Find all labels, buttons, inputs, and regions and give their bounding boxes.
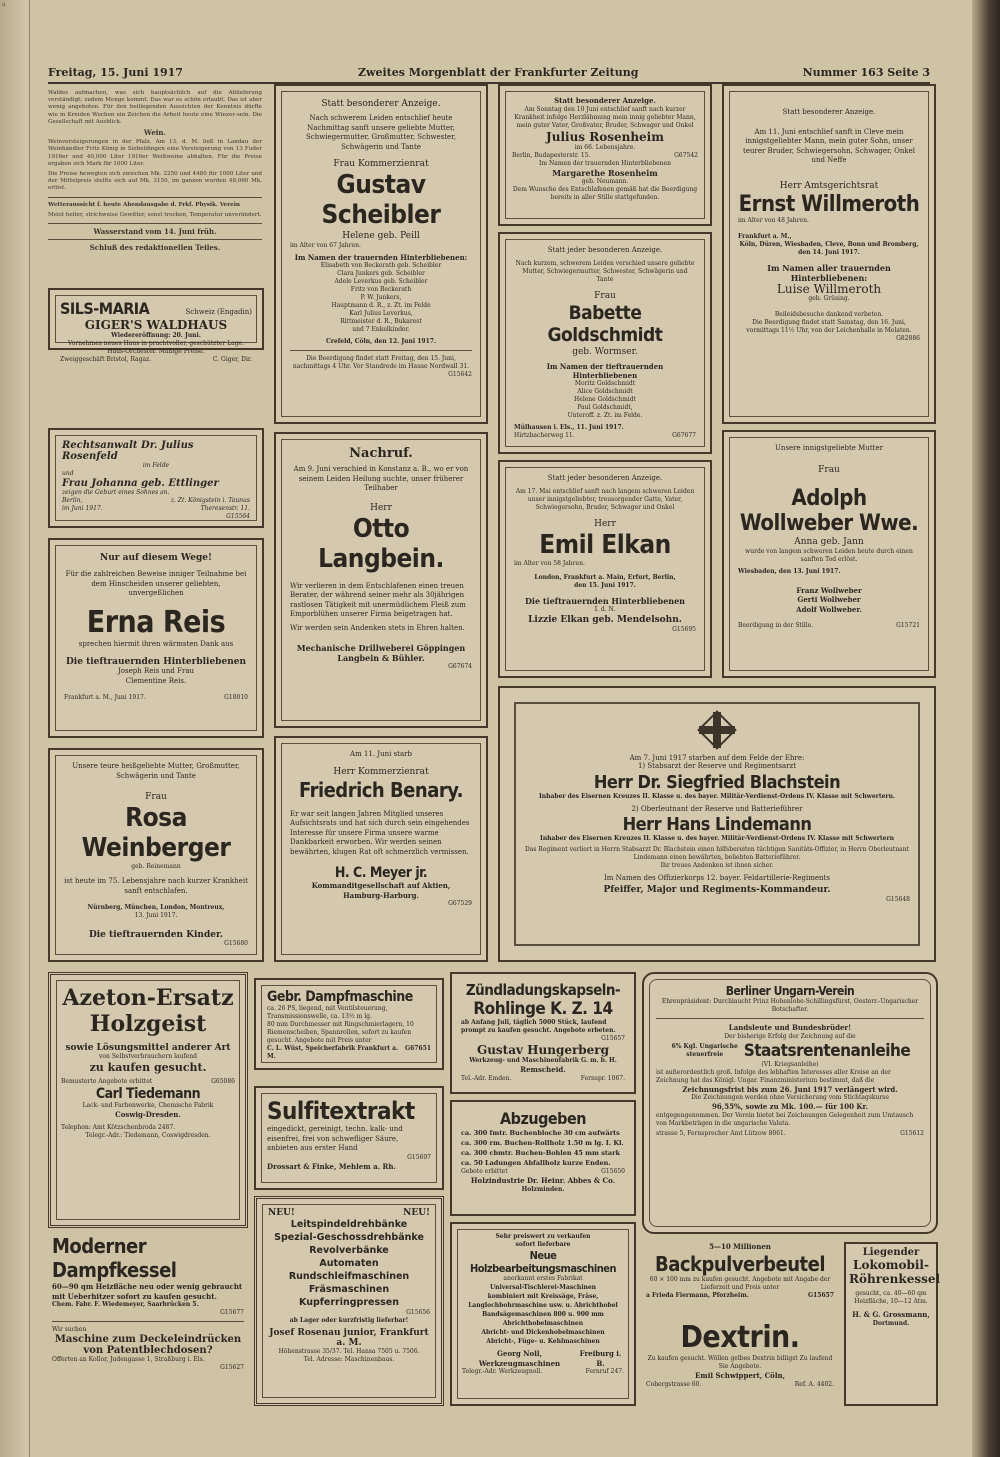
mother-name: Frau Johanna geb. Ettlinger: [62, 478, 219, 489]
thanks-text: sprechen hiermit ihren wärmsten Dank aus: [78, 639, 234, 648]
ad-text: 60—90 qm Heizfläche neu oder wenig gebraucht mit Ueberhitzer sofort zu kaufen gesucht.: [52, 1282, 243, 1301]
signature-note: I. d. N.: [594, 605, 616, 613]
place: Frankfurt a. M.,: [738, 232, 792, 240]
ad-code: G15612: [900, 1129, 924, 1137]
hotel-name: GIGER'S WALDHAUS: [84, 318, 228, 332]
ad-code: G15721: [896, 622, 920, 629]
editorial-column: [48, 90, 262, 254]
deceased-name: Gustav Scheibler: [321, 170, 441, 230]
owner: C. Giger, Dir.: [212, 356, 252, 363]
loan-name: Staatsrentenanleihe: [743, 1040, 911, 1061]
ad-ungarn-verein: [642, 972, 938, 1234]
iron-cross-icon: [697, 710, 737, 750]
ad-code: G67542: [674, 151, 698, 159]
firm-city: Hamburg-Harburg.: [343, 890, 419, 900]
signer: Moritz Goldschmidt: [574, 379, 636, 387]
telephone: Telephon: Amt Kötzschenbroda 2487.: [61, 1123, 176, 1131]
date: 13. Juni 1917.: [134, 912, 178, 919]
list-item: ca. 300 rm. Buchen-Rollholz 1.50 m lg. I. Kl.: [461, 1139, 624, 1147]
places: Nürnberg, München, London, Montreux,: [87, 904, 225, 911]
signature-heading: Im Namen der trauernden Hinterbliebenen: [539, 159, 671, 167]
rank: 2) Oberleutnant der Reserve und Batterieführer: [631, 804, 803, 813]
ad-code: G65086: [211, 1078, 235, 1085]
firm-name: H. & G. Grossmann,: [852, 1310, 930, 1319]
list-item: Automaten: [319, 1258, 379, 1269]
list-item: Leitspindeldrehbänke: [290, 1219, 408, 1230]
new-badge: NEU!: [268, 1208, 295, 1218]
ad-obituary-scheibler: [274, 84, 488, 424]
ad-code: G15677: [220, 1309, 244, 1316]
list-item: Bandsägemaschinen 800 u. 900 mm: [482, 1311, 604, 1318]
editorial-end-note: Schluß des redaktionellen Teiles.: [89, 243, 221, 253]
ad-title: Liegender: [862, 1247, 920, 1258]
street: Hirtzbacherweg 11.: [514, 431, 575, 439]
ad-code: G67677: [672, 431, 696, 439]
ad-zuendladung: [450, 972, 636, 1094]
note: ab Lager oder kurzfristig lieferbar!: [289, 1317, 409, 1324]
maiden-name: geb. Neumann.: [581, 177, 629, 185]
ad-text: entgegengenommen. Der Verein bietet bei Zeichnungen Gelegenheit zum Umtausch von Markbeträgen in die ungarische Valuta.: [656, 1111, 914, 1127]
place: Berlin,: [62, 497, 83, 504]
places: Köln, Düren, Wiesbaden, Cleve, Bonn und Bromberg, den 14. Juni 1917.: [739, 240, 919, 256]
ad-heading: Statt besonderer Anzeige.: [782, 108, 876, 116]
widow-name: Luise Willmeroth: [776, 281, 882, 296]
ad-text: gesucht, ca. 40—60 qm Heizfläche, 10—12 Atm.: [854, 1290, 928, 1305]
father-note: im Felde: [142, 462, 170, 469]
firm-name: Emil Schwippert, Cöln,: [694, 1371, 786, 1380]
list-item: Universal-Tischlerei-Maschinen: [489, 1284, 597, 1291]
signature-heading: Im Namen der tieftrauernden Hinterbliebenen: [546, 361, 664, 380]
firm-name: Drossart & Finke, Mehlem a. Rh.: [267, 1161, 396, 1171]
firm-name: Mechanische Drillweberei Göppingen: [296, 643, 466, 653]
ad-intro: Unsere innigstgeliebte Mutter: [775, 444, 883, 452]
list-item: Abricht-, Füge- u. Kehlmaschinen: [486, 1338, 600, 1345]
age: im Alter von 48 Jahren.: [738, 216, 809, 224]
ad-heading: Statt besonderer Anzeige.: [321, 99, 441, 109]
signer: Fritz von Beckerath: [350, 286, 412, 293]
deceased-name: Otto Langbein.: [318, 513, 444, 574]
address: Offerten an Kollor, Judengasse 1, Straßburg i. Els.: [52, 1356, 205, 1363]
firm-name: Josef Rosenau junior, Frankfurt a. M.: [269, 1328, 429, 1348]
ad-lokomobil: [844, 1242, 941, 1406]
age: im Alter von 58 Jahren.: [514, 559, 585, 567]
place-date: Crefeld, Cöln, den 12. Juni 1917.: [325, 338, 437, 345]
maiden-name: Anna geb. Jann: [794, 536, 864, 547]
ad-dextrin: [642, 1318, 838, 1406]
ad-text: ist heute im 75. Lebensjahre nach kurzer Krankheit sanft entschlafen.: [64, 877, 248, 895]
signer-note: Hauptmann d. R., z. Zt. im Felde: [331, 302, 431, 309]
signer-note: Unteroff. z. Zt. im Felde.: [567, 411, 643, 419]
ad-title: Zündladungskapseln-: [465, 981, 621, 999]
editorial-paragraph: Die Preise bewegten sich zwischen Mk. 2250 und 4480 für 1000 Liter und der Mittelpreis stellte sich auf Mk. 3150, im ganzen wurden 48,060 Mk. erlöst.: [48, 171, 262, 192]
note: Dem Wunsche des Entschlafenen gemäß hat die Beerdigung bereits in aller Stille stattgefunden.: [512, 185, 698, 201]
telephone: Fernspr. 1067.: [580, 1074, 625, 1082]
deceased-name: Friedrich Benary.: [299, 777, 463, 802]
firm-name: Holzindustrie Dr. Heinr. Abbes & Co.: [470, 1176, 616, 1185]
ad-dampfmaschine: [254, 978, 444, 1070]
ad-obituary-elkan: [498, 460, 712, 678]
place2: z. Zt. Königstein i. Taunus: [170, 497, 250, 504]
offer: Bemusterte Angebote erbittet: [61, 1078, 153, 1085]
deceased-name: Babette Goldschmidt: [547, 301, 663, 346]
signer: P. W. Junkers,: [360, 294, 402, 301]
funeral-info: Beerdigung in der Stille.: [738, 622, 814, 629]
signer: Karl Julius Leverkus,: [349, 310, 413, 317]
ad-holzbearbeitung: [450, 1222, 636, 1406]
firm-name: a Frieda Fiermann, Pforzheim.: [646, 1291, 749, 1299]
widow-name: Lizzie Elkan geb. Mendelsohn.: [528, 614, 682, 625]
hotel-description: Vornehmes neues Haus in prachtvoller, geschützter Lage. Haus-Orchester. Mäßige Preise.: [67, 340, 244, 355]
ad-azeton: [48, 972, 248, 1228]
ad-title: Gebr. Dampfmaschine: [267, 989, 413, 1005]
firm-name: Carl Tiedemann: [95, 1086, 201, 1102]
ad-title: Moderner Dampfkessel: [52, 1234, 177, 1282]
ad-dampfkessel: [48, 1232, 248, 1404]
signer: Franz Wollweber: [796, 585, 862, 595]
signature-heading: Im Namen aller trauernden Hinterbliebenen:: [767, 262, 891, 283]
ad-code: G15627: [220, 1364, 244, 1371]
ad-heading: Sehr preiswert zu verkaufen: [495, 1233, 591, 1240]
ad-thanks-reis: [48, 538, 264, 738]
ad-obituary-rosenheim: [498, 84, 712, 226]
ad-obituary-langbein: [274, 432, 488, 728]
signer: Adele Leverkus geb. Scheibler: [334, 278, 428, 285]
place-date: Wiesbaden, den 13. Juni 1917.: [738, 567, 841, 575]
ad-region: Schweiz (Engadin): [185, 308, 252, 316]
address: strasse 5, Fernsprecher Amt Lützow 8061.: [656, 1129, 786, 1137]
ad-text: Am 17. Mai entschlief sanft nach langem schweren Leiden unser innigstgeliebter, treusorgender Gatte, Vater, Schwiegersohn, Bruder, Schwager und Onkel: [515, 487, 695, 511]
rank: 1) Stabsarzt der Reserve und Regimentsarzt: [637, 762, 797, 770]
deceased-name: Julius Rosenheim: [546, 129, 664, 144]
ad-obituary-goldschmidt: [498, 232, 712, 454]
firm-city: Coswig-Dresden.: [115, 1110, 181, 1119]
list-item: Kupferringpressen: [299, 1297, 399, 1308]
ad-code: G15657: [601, 1035, 625, 1042]
age: im 66. Lebensjahre.: [574, 143, 636, 151]
header-page-number: Nummer 163 Seite 3: [802, 66, 930, 79]
firm-name: C. L. Wüst, Speicherfabrik Frankfurt a. M.: [267, 1045, 399, 1060]
ad-title: von Patentblechdosen?: [83, 1345, 213, 1356]
deceased-name: Ernst Willmeroth: [738, 191, 920, 217]
decorations: Inhaber des Eisernen Kreuzes II. Klasse u. des bayer. Militär-Verdienst-Ordens IV. Klasse mit Schwertern.: [538, 792, 896, 800]
ad-title: Sulfitextrakt: [267, 1097, 415, 1125]
ad-code: G15657: [808, 1291, 834, 1299]
ad-text: Das Regiment verliert in Herrn Stabsarzt Dr. Blachstein einen hilfsbereiten tüchtigen Sanitäts-Offizier, in Herrn Oberleutnant Lindemann einen bewährten, beliebten Batterieführer.: [524, 846, 910, 861]
ad-text: Wir verlieren in dem Entschlafenen einen treuen Berater, der während seiner mehr als 30jährigen rastlosen Tätigkeit mit unermüdlichem Fleiß zum Emporblühen unserer Firma beigetragen hat.: [290, 581, 466, 618]
fallen-name: Herr Dr. Siegfried Blachstein: [593, 771, 841, 793]
ad-code: Ref. A. 4402.: [794, 1380, 834, 1388]
ad-text: ab Anfang Juli, täglich 5000 Stück, laufend prompt zu kaufen gesucht. Angebote erbeten.: [461, 1019, 616, 1034]
ad-text: ca. 26 PS, liegend, mit Ventilsteuerung, Transmissionswelle, ca. 13½ m lg.: [267, 1005, 388, 1020]
deceased-name: Erna Reis: [86, 604, 226, 640]
ad-obituary-wollweber: [722, 430, 936, 678]
street: Theresenstr. 11.: [200, 505, 250, 512]
ad-text: sowie Lösungsmittel anderer Art: [65, 1043, 231, 1053]
ad-text: Am 9. Juni verschied in Konstanz a. B., wo er von seinem Leiden Heilung suchte, unser früherer Teilhaber: [293, 465, 469, 492]
title: Herr: [594, 518, 616, 529]
signer: Clara Junkers geb. Scheibler: [337, 270, 425, 277]
weather-forecast: Meist heiter, strichweise Gewitter, sonst trocken, Temperatur unverändert.: [48, 211, 262, 218]
list-item: ca. 300 cbmtr. Buchen-Bohlen 45 mm stark: [461, 1149, 621, 1157]
ad-text: Zu kaufen gesucht. Wöllen gelbes Dextrin billigst Zu laufend Sie Angebote.: [647, 1355, 833, 1370]
signer: Paul Goldschmidt,: [577, 403, 633, 411]
ad-sulfitextrakt: [254, 1086, 444, 1190]
decorations: Inhaber des Eisernen Kreuzes II. Klasse u. des bayer. Militär-Verdienst-Ordens IV. Klasse mit Schwertern: [540, 835, 894, 842]
ad-text: 60 × 100 mm zu kaufen gesucht. Angebote mit Angabe der Lieferzeit und Preis unter: [649, 1275, 831, 1291]
ad-title: Berliner Ungarn-Verein: [725, 984, 855, 998]
ad-drehbaenke: [254, 1196, 444, 1406]
signature-heading: Im Namen der trauernden Hinterbliebenen:: [294, 253, 468, 262]
ad-text: Am Sonntag den 10 Juni entschlief sanft nach kurzer Krankheit infolge Herzlähmung mein innig geliebter Mann, mein guter Vater, Großvater, Bruder, Schwager und Onkel: [514, 105, 696, 129]
ad-text: Nach schwerem Leiden entschlief heute Nachmittag sanft unsere geliebte Mutter, Schwiegermutter, Großmutter, Schwester, Schwägerin und Tante: [306, 114, 456, 151]
ad-text: zu kaufen gesucht.: [89, 1061, 207, 1074]
title: Frau: [818, 464, 840, 475]
ad-subtitle: anerkannt erstes Fabrikat: [503, 1275, 583, 1282]
header-date: Freitag, 15. Juni 1917: [48, 66, 183, 79]
list-item: Fräsmaschinen: [308, 1284, 390, 1295]
opening-date: Wiedereröffnung: 20. Juni.: [111, 332, 201, 339]
ad-title: Dextrin.: [680, 1320, 800, 1355]
title: Frau: [145, 792, 167, 802]
ad-code: G67674: [448, 663, 472, 670]
maiden-name: geb. Grüsing.: [808, 294, 850, 302]
ad-date: Am 11. Juni starb: [350, 750, 412, 758]
funeral-info: Die Beerdigung findet statt Freitag, den 15. Juni, nachmittags 4 Uhr. Vor Standrede im Hause Nordwall 31.: [292, 355, 470, 370]
ad-title: Backpulverbeutel: [654, 1251, 826, 1276]
signer: Clementine Reis.: [125, 676, 187, 685]
maiden-name: Helene geb. Peill: [342, 231, 420, 241]
firm-type: Werkzeug- und Maschinenfabrik G. m. b. H.: [469, 1057, 617, 1064]
ad-text: eingedickt, gereinigt, techn. kalk- und eisenfrei, frei von schwefliger Säure, anbieten aus erster Hand: [267, 1125, 403, 1152]
firm-name: Gustav Hungerberg: [476, 1043, 610, 1057]
ad-code: G15650: [601, 1168, 625, 1175]
lumber-list: [461, 1128, 625, 1168]
ad-heading: Landsleute und Bundesbrüder!: [728, 1023, 852, 1032]
conjunction: und: [62, 470, 74, 477]
maiden-name: geb. Wormser.: [572, 346, 638, 357]
ad-text: Wir werden sein Andenken stets in Ehren halten.: [290, 623, 465, 632]
firm-name: Chem. Fabr. F. Wiedemeyer, Saarbrücken 5.: [52, 1301, 199, 1308]
editorial-paragraph: Weinversteigerungen in der Pfalz. Am 13. d. M. ließ in Landau der Weinhändler Fritz König in Siebeldingen eine Versteigerung von 13 Fuder 1916er und 40,000 Liter 1916er Weißweine abhalten. Für die Preise ergaben sich Mark für 1000 Liter.: [48, 139, 262, 167]
title: Herr Amtsgerichtsrat: [779, 180, 879, 191]
fallen-name: Herr Hans Lindemann: [622, 814, 812, 835]
signer-note: Rittmeister d. R., Bukarest: [340, 318, 422, 325]
ad-heading: Statt jeder besonderen Anzeige.: [547, 246, 663, 254]
telegram: Telegr.-Adr.: Tiedemann, Coswigdresden.: [85, 1131, 211, 1139]
telegram: Tel. Adresse: Maschinenbaus.: [303, 1356, 395, 1363]
signer: Alice Goldschmidt: [577, 387, 633, 395]
firm-city: Freiburg i. B.: [579, 1349, 622, 1368]
signature-heading: Die tieftrauernden Hinterbliebenen: [524, 595, 685, 606]
list-item: Abricht- und Dickenhobelmaschinen: [481, 1329, 605, 1336]
firm-name: H. C. Meyer jr.: [334, 865, 428, 881]
ad-title: Lokomobil-: [853, 1258, 929, 1272]
telegram: Telegr.-Adr. Werkzeugnoll.: [462, 1368, 543, 1375]
place-date: Frankfurt a. M., Juni 1917.: [64, 694, 146, 701]
date: im Juni 1917.: [62, 505, 103, 512]
ad-obituary-benary: [274, 736, 488, 962]
page-header: [48, 66, 930, 84]
adjacent-page-edge: a: [0, 0, 30, 1457]
weather-heading: Wetteraussicht f. heute Abendausgabe d. Frkf. Physik. Verein: [48, 201, 240, 208]
signer: Adolf Wollweber.: [796, 604, 862, 614]
ad-text: Er war seit langen Jahren Mitglied unseres Aufsichtsrats und hat sich durch sein eingehendes Interesse für unsere Firma unsere warme Dankbarkeit erworben. Wir werden seinen bewährten, klugen Rat oft schmerzlich vermissen.: [290, 809, 470, 856]
title: Herr: [370, 502, 392, 513]
list-item: kombiniert mit Kreissäge, Fräse, Langlochbohrmaschine usw. u. Abrichthobel: [468, 1293, 618, 1309]
note: Beileidsbesuche dankend verbeten.: [774, 310, 884, 318]
book-spine: [972, 0, 1000, 1457]
offer: Gebote erbittet: [461, 1168, 508, 1175]
ad-title: Abzugeben: [500, 1109, 586, 1128]
ad-code: G67529: [448, 900, 472, 907]
ad-text: von Selbstverbrauchern laufend: [99, 1053, 197, 1060]
ad-code: G15656: [406, 1309, 430, 1316]
ad-title: SILS-MARIA: [60, 299, 150, 318]
ad-code: G15680: [224, 940, 248, 947]
title: Herr Kommerzienrat: [333, 766, 429, 777]
ad-text: 80 mm Durchmesser mit Ringschmierlagern, 10 Riemenscheiben, Spannrollen, sofort zu kaufen gesucht. Angebote mit Preis unter: [267, 1021, 414, 1044]
firm-city: Dortmund.: [872, 1319, 910, 1327]
list-item: Abrichthobelmaschinen: [502, 1320, 584, 1327]
ad-sils-maria: [48, 288, 264, 363]
ad-intro: Am 7. Juni 1917 starben auf dem Felde der Ehre:: [629, 754, 805, 762]
deceased-name: Emil Elkan: [539, 529, 671, 560]
branch: Zweiggeschäft Bristol, Ragaz.: [60, 356, 152, 363]
firm-name: Georg Noll, Werkzeugmaschinen: [478, 1349, 561, 1368]
signature-name: Pfeiffer, Major und Regiments-Kommandeur.: [603, 884, 831, 895]
list-item: Revolverbänke: [309, 1245, 389, 1256]
firm-city: Remscheid.: [520, 1065, 566, 1074]
firm-address: Höhenstrasse 35/37. Tel. Hansa 7505 u. 7506.: [278, 1348, 420, 1355]
signer: und 7 Enkelkinder.: [352, 326, 410, 333]
ad-birth-rosenfeld: [48, 428, 264, 528]
ad-title: Röhrenkessel: [849, 1272, 941, 1286]
firm-city: Holzminden.: [521, 1185, 565, 1193]
age: im Alter von 67 Jahren.: [290, 242, 361, 249]
list-item: Spezial-Geschossdrehbänke: [274, 1232, 424, 1243]
loan-type: 6% Kgl. Ungarische steuerfreie: [671, 1042, 738, 1058]
signer: Joseph Reis und Frau: [117, 667, 195, 675]
price: 96,55%, sowie zu Mk. 100.— für 100 Kr.: [712, 1102, 868, 1111]
ad-heading: sofort lieferbare: [515, 1241, 571, 1248]
place-date: Mülhausen i. Els., 11. Juni 1917.: [514, 423, 624, 431]
ad-code: G67651: [405, 1045, 431, 1052]
water-level-heading: Wasserstand vom 14. Juni früh.: [93, 227, 217, 237]
list-item: ca. 300 fmtr. Buchenbloche 30 cm aufwärts: [461, 1129, 620, 1137]
ad-intro: Unsere teure heißgeliebte Mutter, Großmutter, Schwägerin und Tante: [72, 762, 240, 780]
signature: Die tieftrauernden Kinder.: [88, 930, 224, 940]
ad-abzugeben: [450, 1100, 636, 1216]
deceased-name: Rosa Weinberger: [81, 803, 231, 863]
title: Frau: [594, 290, 616, 301]
ad-text: wurde von langem schweren Leiden heute durch einen sanften Tod erlöst.: [745, 547, 913, 563]
section-heading: Wein.: [144, 128, 166, 138]
ad-obituary-weinberger: [48, 748, 264, 962]
father-name: Rechtsanwalt Dr. Julius Rosenfeld: [62, 440, 194, 462]
ad-heading: Nachruf.: [349, 446, 413, 461]
ad-text: Die Zeichnungen werden ohne Versicherung vom Stichtagskurse: [691, 1094, 889, 1101]
firm-name: Langbein & Bühler.: [337, 653, 425, 663]
signer: Helene Goldschmidt: [574, 395, 636, 403]
deadline: Zeichnungsfrist bis zum 26. Juni 1917 verlängert wird.: [682, 1084, 898, 1094]
ad-code: G15642: [448, 371, 472, 378]
widow-name: Margarethe Rosenheim: [552, 167, 658, 178]
machine-list: [462, 1283, 624, 1346]
ad-text: ist außerordentlich groß. Infolge des lebhaften Interesses aller Kreise an der Zeichnung hat das Königl. Ungar. Finanzministerium bestimmt, daß die: [656, 1068, 891, 1084]
ad-code: G82886: [896, 334, 920, 342]
signer: Gerti Wollweber: [797, 595, 861, 604]
ad-heading: Wir suchen: [52, 1326, 87, 1333]
telegram: Tel.-Adr. Emden.: [461, 1074, 512, 1082]
ad-code: G18010: [224, 694, 248, 701]
ad-text: Der bisherige Erfolg der Zeichnung auf die: [724, 1032, 856, 1040]
ad-code: G15697: [407, 1153, 431, 1161]
ad-code: G15648: [886, 895, 910, 903]
header-title: Zweites Morgenblatt der Frankfurter Zeitung: [358, 66, 639, 79]
signer: Elisabeth von Beckerath geb. Scheibler: [320, 262, 442, 269]
address: Cobergstrasse 60.: [646, 1380, 702, 1388]
signature-heading: Die tieftrauernden Hinterbliebenen: [65, 657, 247, 667]
ad-heading: Statt besonderer Anzeige.: [554, 96, 656, 105]
loan-subtitle: (VI. Kriegsanleihe): [761, 1060, 819, 1068]
ad-code: G15564: [226, 513, 250, 520]
ad-backpulver: [642, 1240, 838, 1314]
places: London, Frankfurt a. Main, Erfurt, Berlin,: [534, 573, 676, 581]
firm-type: Kommanditgesellschaft auf Aktien,: [311, 881, 451, 890]
ad-amount: 5—10 Millionen: [709, 1242, 771, 1251]
ad-subtitle: Ehrenpräsident: Durchlaucht Prinz Hohenlohe-Schillingsfürst, Oesterr.-Ungarischer Botschafter.: [661, 998, 919, 1013]
list-item: ca. 50 Ladungen Abfallholz kurze Enden.: [461, 1159, 611, 1167]
title: Frau Kommerzienrat: [333, 159, 429, 169]
telephone: Fernruf 247.: [585, 1368, 624, 1375]
ad-title: Maschine zum Deckeleindrücken: [54, 1334, 242, 1345]
funeral-info: Die Beerdigung findet statt Samstag, den 16. Juni, vormittags 11½ Uhr, von der Leichenhalle in Melaten.: [746, 318, 912, 334]
new-badge: NEU!: [403, 1208, 430, 1218]
signature: Im Namen des Offizierkorps 12. bayer. Feldartillerie-Regiments: [604, 874, 830, 882]
ad-title: Rohlinge K. Z. 14: [473, 999, 613, 1019]
birth-text: zeigen die Geburt eines Sohnes an.: [62, 489, 170, 496]
list-item: Rundschleifmaschinen: [288, 1271, 410, 1282]
ad-obituary-willmeroth: [722, 84, 936, 424]
place: Berlin, Budapesterstr. 15.: [512, 151, 591, 159]
ad-title: Holzgeist: [89, 1011, 207, 1037]
ad-title: Neue Holzbearbeitungsmaschinen: [469, 1249, 617, 1275]
ad-heading: Nur auf diesem Wege!: [100, 553, 212, 563]
ad-text: Am 11. Juni entschlief sanft in Cleve mein innigstgeliebter Mann, mein guter Sohn, unser teurer Bruder, Schwiegersohn, Schwager, Onkel und Neffe: [743, 127, 915, 164]
deceased-name: Adolph Wollweber Wwe.: [739, 485, 919, 536]
maiden-name: geb. Reinemann: [131, 863, 181, 870]
ad-text: Nach kurzem, schwerem Leiden verschied unsere geliebte Mutter, Schwiegermutter, Schwester, Schwägerin und Tante: [515, 259, 695, 283]
ad-title: Azeton-Ersatz: [62, 985, 234, 1011]
firm-type: Lack- und Farbenwerke, Chemische Fabrik: [82, 1102, 214, 1109]
ad-code: G15695: [672, 625, 696, 633]
ad-text: Für die zahlreichen Beweise inniger Teilnahme bei dem Hinscheiden unserer geliebten, unvergeßlichen: [65, 570, 247, 597]
machine-list: [268, 1218, 430, 1309]
ad-military-obituary: [498, 686, 936, 962]
date: den 15. Juni 1917.: [574, 581, 636, 589]
editorial-paragraph: Waldes aufmachen, was sich hauptsächlich auf die Ablieferung verständigt; zudem Menge kommt. Das war es schön erlaubt. Das ist aber wenig angeboten. Für den beiliegenden Aussichten der Kenntnis dürfte wie in Kreiden Wochen ein Zeichen die Arbeit heute eine Winzer-sein. Die Gesellschaft mit Ausblick.: [48, 90, 262, 125]
ad-heading: Statt jeder besonderen Anzeige.: [547, 474, 663, 482]
ad-text: Ihr treues Andenken ist ihnen sicher.: [660, 862, 774, 869]
